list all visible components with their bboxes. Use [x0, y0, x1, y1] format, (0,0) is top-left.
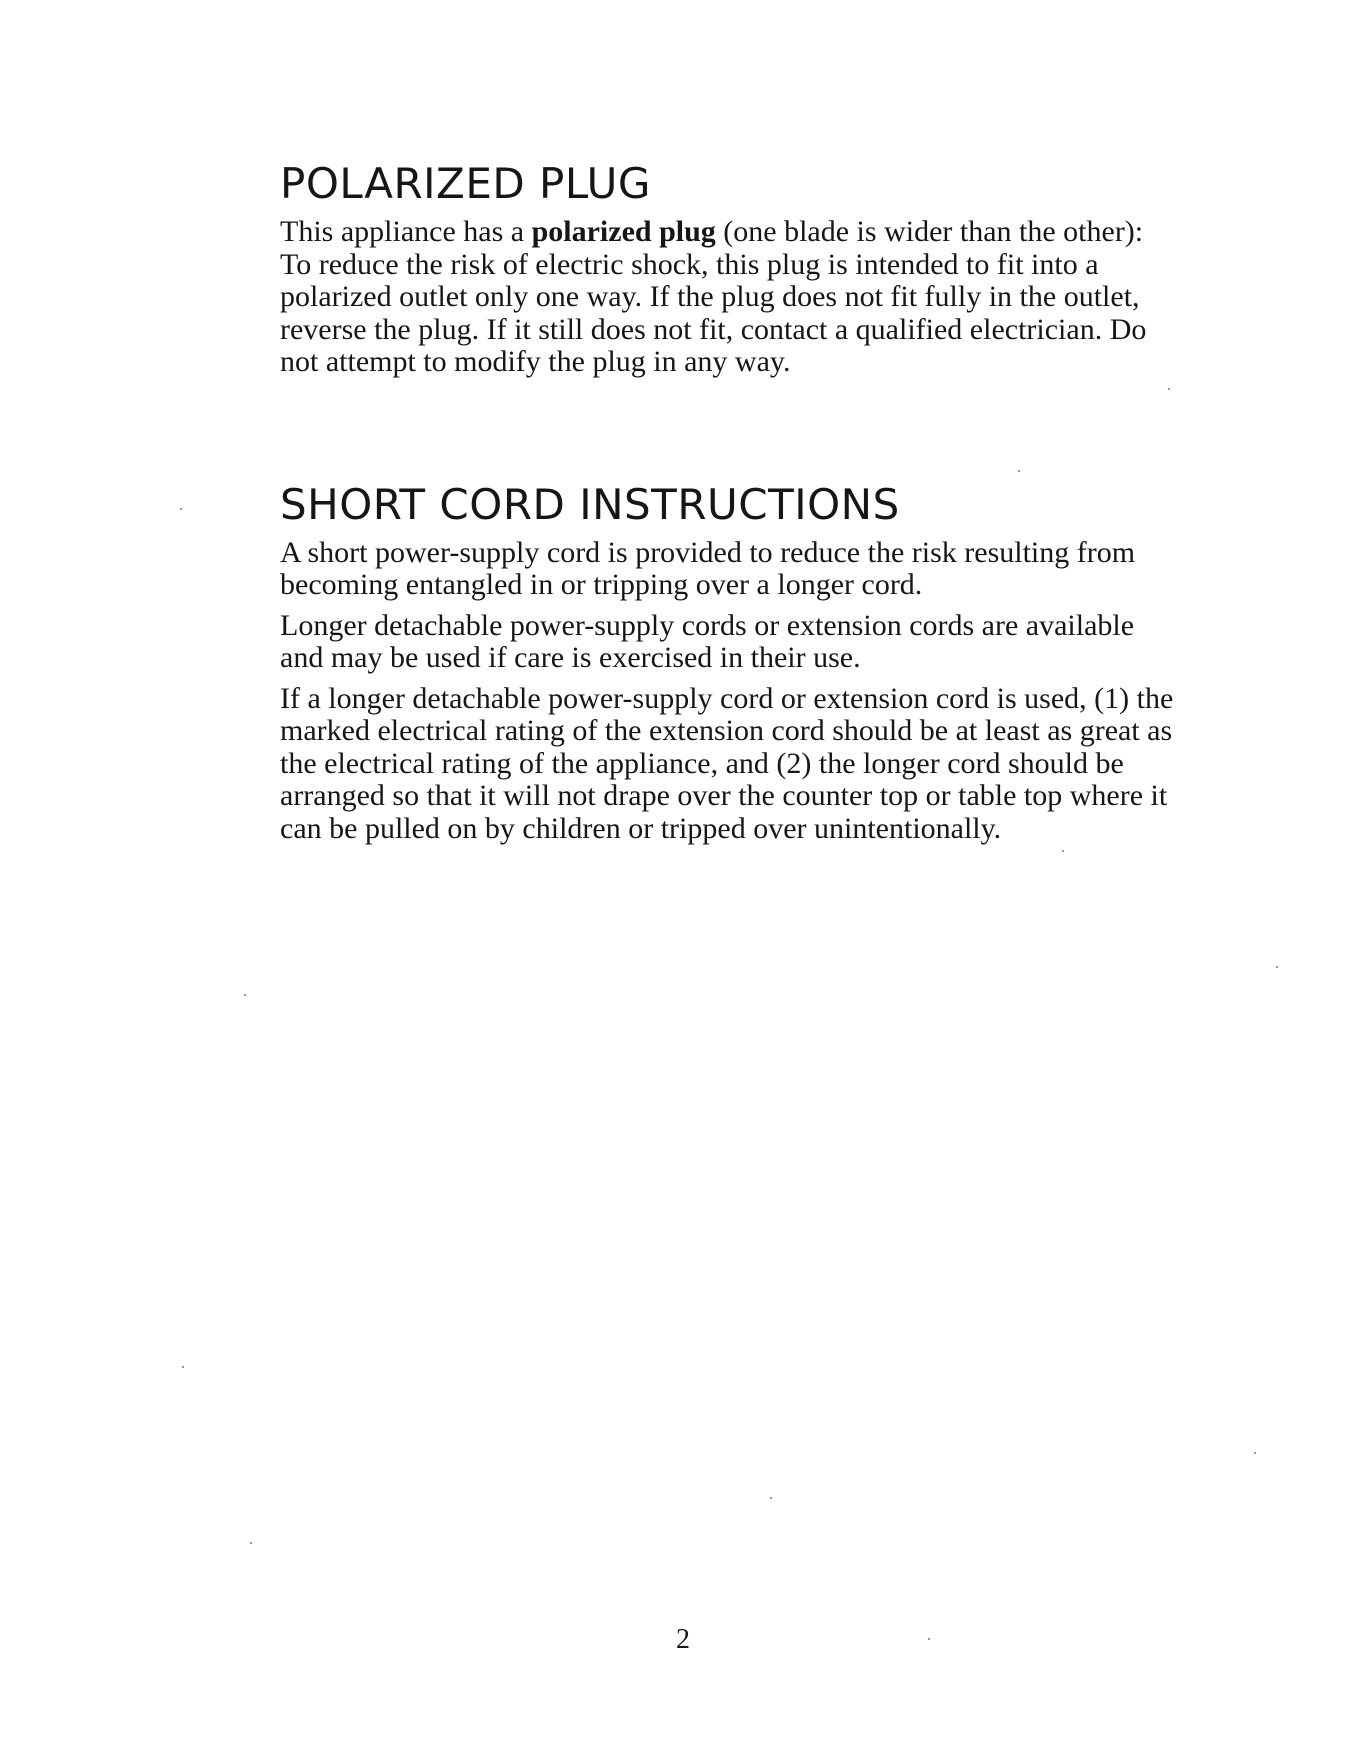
paragraph-short-cord-1: A short power-supply cord is provided to reduce the risk resulting from becoming entangled in or tripping over a longer cord.: [280, 535, 1136, 601]
heading-polarized-plug: POLARIZED PLUG: [280, 159, 651, 208]
heading-short-cord-instructions: SHORT CORD INSTRUCTIONS: [280, 479, 900, 529]
paragraph-short-cord-2: Longer detachable power-supply cords or extension cords are available and may be used if care is exercised in their use.: [280, 608, 1135, 674]
scan-speck: [250, 1542, 252, 1544]
scan-speck: [770, 1497, 772, 1499]
paragraph-bold-term: polarized plug: [531, 215, 716, 248]
scan-speck: [1062, 850, 1064, 852]
scan-speck: [1276, 966, 1278, 968]
paragraph-short-cord-3: If a longer detachable power-supply cord or extension cord is used, (1) the marked electrical rating of the extension cord should be at least as great as the electrical rating of the appliance, and (2) the longer cord should be arranged so that it will not drape over the counter top or table top where it can be pulled on by children or tripped over unintentionally.: [280, 681, 1174, 845]
scan-speck: [182, 1366, 184, 1368]
scan-speck: [244, 994, 246, 996]
paragraph-polarized-plug: [280, 216, 1180, 379]
scan-speck: [1254, 1452, 1256, 1454]
scan-speck: [180, 508, 182, 510]
section-polarized-plug: [280, 160, 1180, 379]
document-page: [280, 160, 1180, 845]
paragraph-text-after-bold: (one blade is wider than the other): To reduce the risk of electric shock, this plug is intended to fit into a polarized outlet only one way. If the plug does not fit fully in the outlet, reverse the plug. If it still does not fit, contact a qualified electrician. Do not attempt to modify the plug in any way.: [280, 215, 1147, 378]
scan-speck: [1018, 470, 1020, 472]
section-short-cord-instructions: [280, 481, 1180, 846]
scan-speck: [928, 1638, 930, 1640]
page-number: 2: [676, 1624, 690, 1655]
scan-speck: [1168, 388, 1170, 390]
paragraph-text-before-bold: This appliance has a: [280, 215, 532, 248]
